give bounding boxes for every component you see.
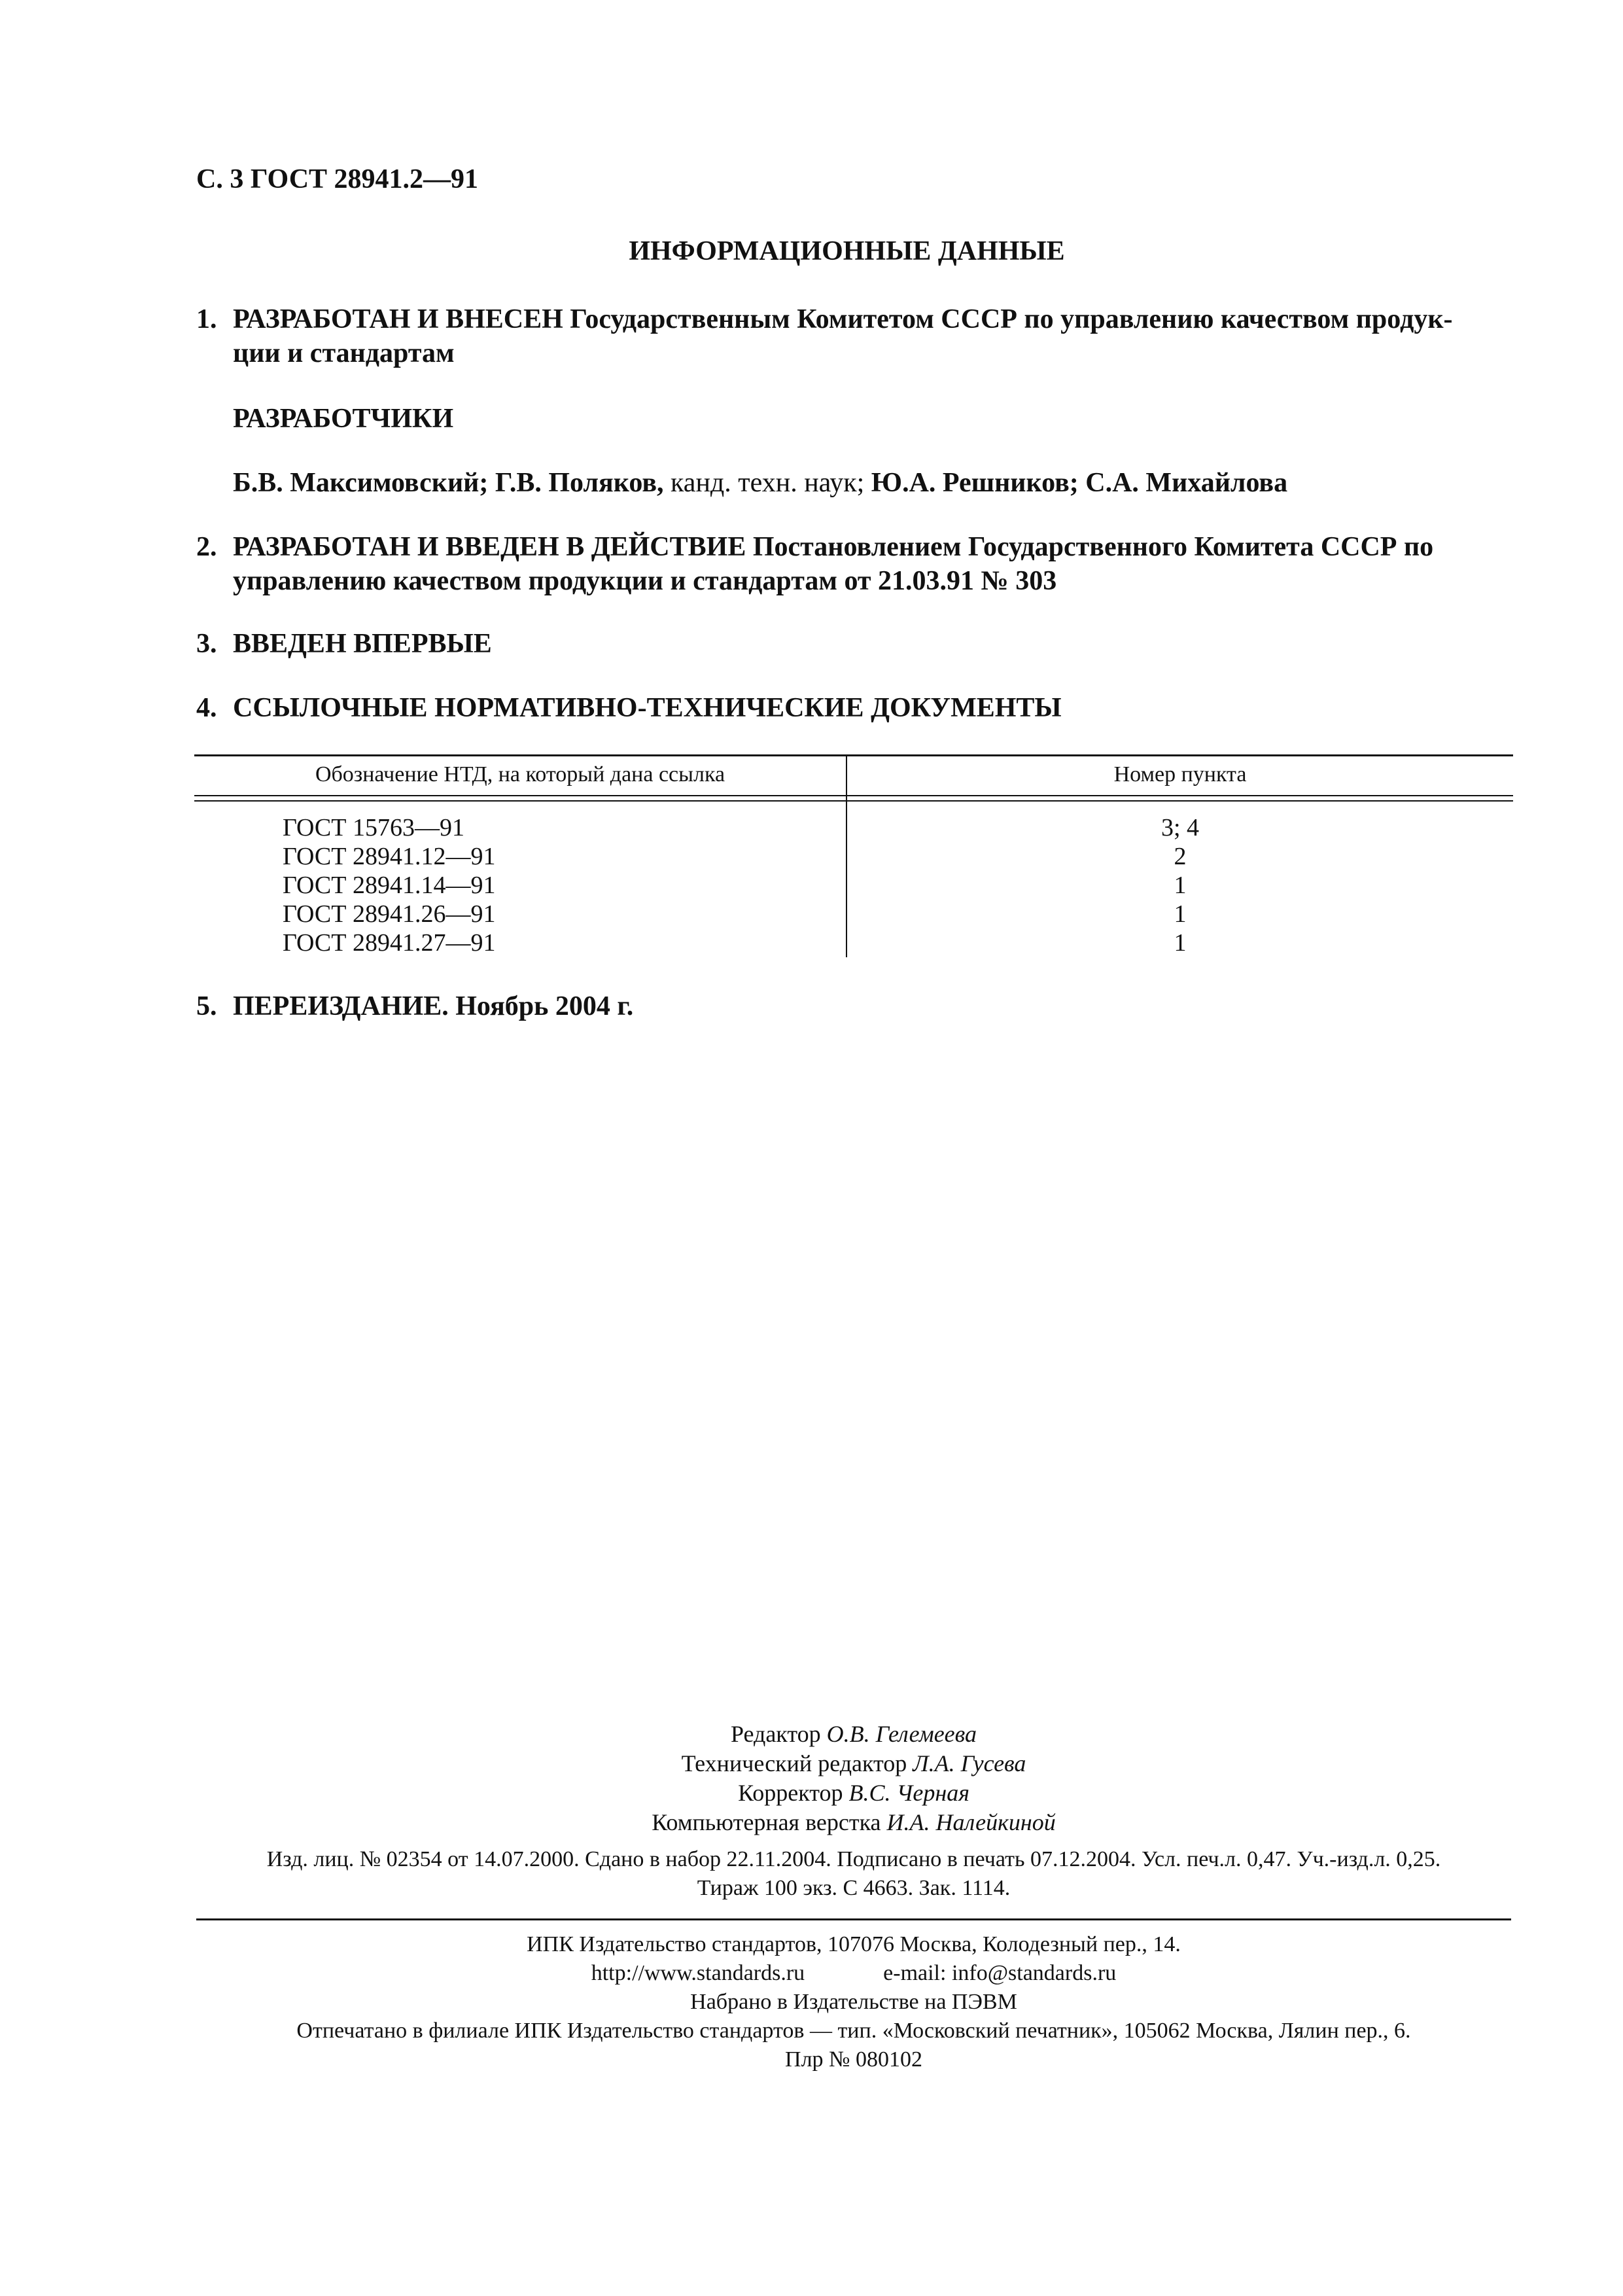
table-header-rule <box>194 795 1513 796</box>
section-4 <box>196 691 1511 725</box>
page-header: С. 3 ГОСТ 28941.2—91 <box>196 164 479 194</box>
table-row <box>194 900 1513 928</box>
imprint-url[interactable]: http://www.standards.ru <box>591 1961 805 1985</box>
table-cell-document: ГОСТ 28941.14—91 <box>283 872 496 899</box>
section-1 <box>196 302 1511 370</box>
section-1-line-1: РАЗРАБОТАН И ВНЕСЕН Государственным Комитетом СССР по управлению качеством продук- <box>233 304 1453 334</box>
page-title: ИНФОРМАЦИОННЫЕ ДАННЫЕ <box>629 236 1065 266</box>
table-cell-document: ГОСТ 28941.26—91 <box>283 900 496 928</box>
imprint-license: Плр № 080102 <box>785 2047 922 2072</box>
table-cell-document: ГОСТ 28941.27—91 <box>283 929 496 957</box>
section-2-text <box>233 530 1511 598</box>
credit-name: И.А. Налейкиной <box>886 1809 1056 1835</box>
credit-proofreader <box>196 1778 1511 1808</box>
section-number: 5. <box>196 991 217 1021</box>
table-row <box>194 928 1513 957</box>
section-3-text: ВВЕДЕН ВПЕРВЫЕ <box>233 629 492 659</box>
table-cell-document: ГОСТ 15763—91 <box>283 814 464 841</box>
developers-degree: канд. техн. наук; <box>663 468 865 498</box>
credit-name: О.В. Гелемеева <box>826 1721 977 1747</box>
imprint-publisher: ИПК Издательство стандартов, 107076 Москва, Колодезный пер., 14. <box>527 1932 1181 1956</box>
section-number: 1. <box>196 304 217 334</box>
section-number: 4. <box>196 693 217 723</box>
imprint-printed: Отпечатано в филиале ИПК Издательство стандартов — тип. «Московский печатник», 105062 Москва, Лялин пер., 6. <box>296 2019 1411 2043</box>
imprint-contacts <box>196 1959 1511 1988</box>
table-header-document: Обозначение НТД, на который дана ссылка <box>315 762 725 786</box>
table-cell-clause: 1 <box>1174 929 1187 957</box>
table-cell-document: ГОСТ 28941.12—91 <box>283 843 496 870</box>
developers-heading: РАЗРАБОТЧИКИ <box>233 404 454 434</box>
credit-label: Компьютерная верстка <box>652 1809 887 1835</box>
section-number: 3. <box>196 629 217 659</box>
credit-tech-editor <box>196 1749 1511 1778</box>
table-row <box>194 871 1513 900</box>
credit-name: В.С. Черная <box>848 1780 969 1806</box>
credit-name: Л.А. Гусева <box>913 1750 1026 1776</box>
credit-label: Корректор <box>738 1780 849 1806</box>
table-cell-clause: 3; 4 <box>1161 814 1200 841</box>
credit-editor <box>196 1720 1511 1749</box>
section-1-line-2: ции и стандартам <box>233 338 455 368</box>
credit-label: Редактор <box>730 1721 827 1747</box>
credit-label: Технический редактор <box>681 1750 913 1776</box>
table-header-clause: Номер пункта <box>1113 762 1247 786</box>
imprint-typeset: Набрано в Издательстве на ПЭВМ <box>690 1990 1017 2014</box>
section-3 <box>196 627 1511 661</box>
imprint-divider <box>196 1918 1511 1920</box>
table-cell-clause: 1 <box>1174 872 1187 899</box>
publication-line-1: Изд. лиц. № 02354 от 14.07.2000. Сдано в набор 22.11.2004. Подписано в печать 07.12.2004. Усл. печ.л. 0,47. Уч.-изд.л. 0,25. <box>266 1847 1441 1871</box>
editorial-credits <box>196 1720 1511 1837</box>
table-cell-clause: 2 <box>1174 843 1187 870</box>
imprint <box>196 1930 1511 2074</box>
section-number: 2. <box>196 532 217 562</box>
table-header-rule-double <box>194 800 1513 802</box>
table-top-rule <box>194 754 1513 756</box>
imprint-email[interactable]: e-mail: info@standards.ru <box>883 1961 1117 1985</box>
table-body <box>194 813 1513 957</box>
section-5-text: ПЕРЕИЗДАНИЕ. Ноябрь 2004 г. <box>233 991 634 1021</box>
section-5 <box>196 989 1511 1023</box>
credit-layout <box>196 1808 1511 1837</box>
section-4-text: ССЫЛОЧНЫЕ НОРМАТИВНО-ТЕХНИЧЕСКИЕ ДОКУМЕНТЫ <box>233 693 1062 723</box>
developers-list <box>233 466 1509 500</box>
table-cell-clause: 1 <box>1174 900 1187 928</box>
publication-line-2: Тираж 100 экз. С 4663. Зак. 1114. <box>697 1876 1011 1900</box>
table-row <box>194 813 1513 842</box>
developers-names-2: Ю.А. Решников; С.А. Михайлова <box>864 468 1288 498</box>
table-row <box>194 842 1513 871</box>
section-2-line-2: управлению качеством продукции и стандартам от 21.03.91 № 303 <box>233 566 1057 596</box>
section-2-line-1: РАЗРАБОТАН И ВВЕДЕН В ДЕЙСТВИЕ Постановлением Государственного Комитета СССР по <box>233 532 1434 562</box>
developers-names-1: Б.В. Максимовский; Г.В. Поляков, <box>233 468 664 498</box>
publication-info <box>196 1845 1511 1903</box>
section-1-text <box>233 302 1511 370</box>
section-2 <box>196 530 1511 598</box>
